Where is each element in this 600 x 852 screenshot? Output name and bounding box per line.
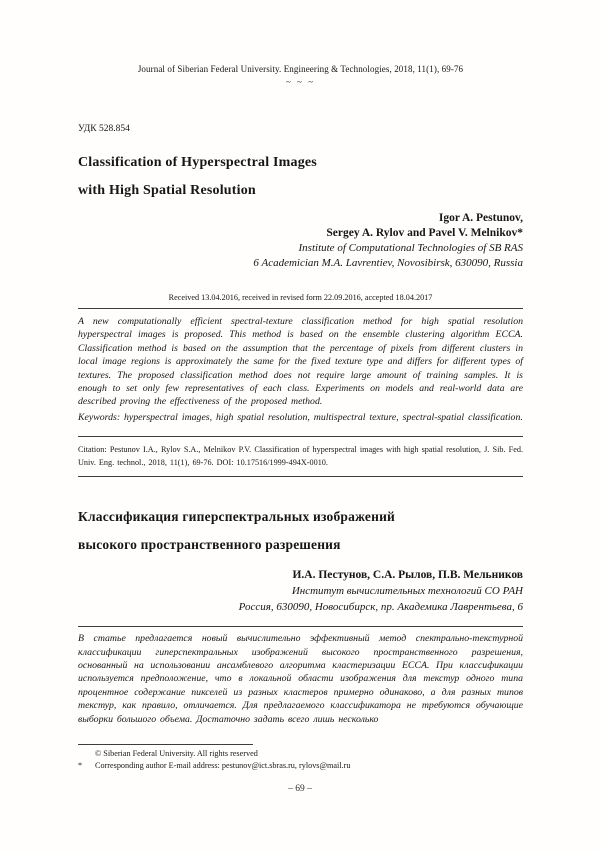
abstract-en: A new computationally efficient spectral-texture classification method for high spatial resolution hyperspectral images is proposed. This method is based on the ensemble clustering algorithm ECCA. Classification method is based on the assumption that the percentage of pixels from different clusters in local image regions is approximately the same for the fixed texture type and differs for different types of textures. The proposed classification method does not require large amount of training samples. It is enough to set only few representatives of each class. Experiments on models and real-world data are described proving the effectiveness of the proposed method. xyxy=(78,316,523,408)
citation-text: Citation: Pestunov I.A., Rylov S.A., Melnikov P.V. Classification of hyperspectral images with high spatial resolution, J. Sib. Fed. Univ. Eng. technol., 2018, 11(1), 69-76. DOI: 10.17516/1999-494X-0010. xyxy=(78,445,523,468)
affiliation-ru-2: Россия, 630090, Новосибирск, пр. Академика Лаврентьева, 6 xyxy=(238,601,523,614)
udc-code: УДК 528.854 xyxy=(78,124,130,134)
article-title-en xyxy=(78,149,523,205)
journal-header: Journal of Siberian Federal University. Engineering & Technologies, 2018, 11(1), 69-76 xyxy=(137,64,464,74)
affiliation-en-1: Institute of Computational Technologies of SB RAS xyxy=(298,242,523,254)
author-name-en-2: Sergey A. Rylov and Pavel V. Melnikov* xyxy=(326,227,523,239)
author-name-en-1: Igor A. Pestunov, xyxy=(438,212,523,224)
copyright-text: © Siberian Federal University. All rights reserved xyxy=(95,749,258,758)
keywords-en: Keywords: hyperspectral images, high spatial resolution, multispectral texture, spectral-spatial classification. xyxy=(78,411,523,423)
authors-block-en xyxy=(78,211,523,271)
footnote-block xyxy=(78,744,523,772)
authors-block-ru xyxy=(78,567,523,615)
article-title-en-line2: with High Spatial Resolution xyxy=(78,183,256,198)
copyright-line xyxy=(78,748,523,760)
article-title-ru-line2: высокого пространственного разрешения xyxy=(78,537,341,553)
abstract-ru: В статье предлагается новый вычислительно эффективный метод спектрально-текстурной классификации гиперспектральных изображений высокого пространственного разрешения, основанный на использовании ансамблевого алгоритма кластеризации ECCA. При классификации используется предположение, что в локальной области изображения для текстур одного типа процентное содержание пикселей из разных кластеров примерно одинаково, а для разных типов текстур, как правило, отличается. Для предлагаемого классификатора не требуются обучающие выборки большого объема. Достаточно задать всего лишь несколько xyxy=(78,633,523,725)
divider-above-abstract xyxy=(78,308,523,309)
author-names-ru: И.А. Пестунов, С.А. Рылов, П.В. Мельников xyxy=(292,569,523,582)
article-title-en-line1: Classification of Hyperspectral Images xyxy=(78,155,317,170)
article-title-ru-line1: Классификация гиперспектральных изображений xyxy=(78,509,396,525)
affiliation-ru-1: Институт вычислительных технологий СО РАН xyxy=(291,585,523,598)
divider-above-citation xyxy=(78,436,523,437)
footnote-rule xyxy=(78,744,253,745)
tilde-ornament: ~ ~ ~ xyxy=(285,77,316,87)
divider-above-abstract-ru xyxy=(78,626,523,627)
affiliation-en-2: 6 Academician M.A. Lavrentiev, Novosibirsk, 630090, Russia xyxy=(253,257,523,269)
page-number: – 69 – xyxy=(288,784,312,794)
corresponding-author-line xyxy=(78,760,523,772)
asterisk-marker: * xyxy=(78,761,83,770)
divider-below-citation xyxy=(78,476,523,477)
corresponding-author-text: Corresponding author E-mail address: pestunov@ict.sbras.ru, rylovs@mail.ru xyxy=(95,761,351,770)
article-title-ru xyxy=(78,503,523,559)
received-dates: Received 13.04.2016, received in revised form 22.09.2016, accepted 18.04.2017 xyxy=(168,293,433,302)
